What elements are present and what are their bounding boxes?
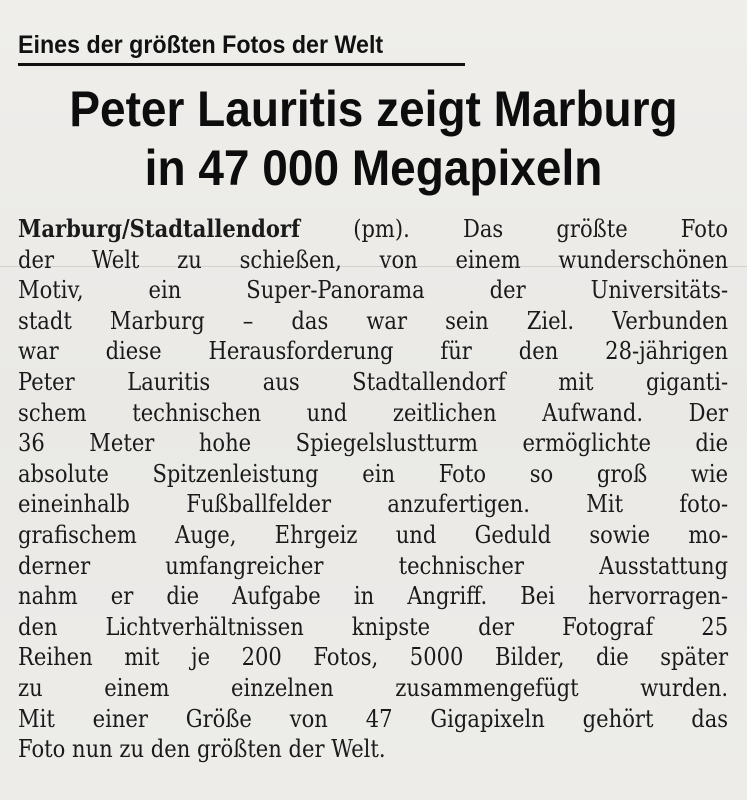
body-line: nahm er die Aufgabe in Angriff. Bei hervorragen- [18,581,729,611]
body-line: schem technischen und zeitlichen Aufwand. Der [18,397,729,427]
body-line: der Welt zu schießen, von einem wunderschönen [18,244,729,274]
body-line: Foto nun zu den größten der Welt. [18,734,386,764]
body-line: den Lichtverhältnissen knipste der Fotograf 25 [18,611,729,641]
body-line: Reihen mit je 200 Fotos, 5000 Bilder, die später [18,642,729,672]
article-body [18,214,728,765]
body-line: eineinhalb Fußballfelder anzufertigen. Mit foto- [18,489,729,519]
body-line: derner umfangreicher technischer Ausstattung [18,550,729,580]
headline-line-2: in 47 000 Megapixeln [144,140,603,196]
body-line: Marburg/Stadtallendorf (pm). Das größte Foto [18,214,729,243]
body-line: Mit einer Größe von 47 Gigapixeln gehört das [18,703,729,733]
body-line: absolute Spitzenleistung ein Foto so groß wie [18,458,729,488]
kicker-underline [18,63,465,66]
body-line: grafischem Auge, Ehrgeiz und Geduld sowie mo- [18,519,729,549]
article-dateline: Marburg/Stadtallendorf [18,214,301,243]
body-line: stadt Marburg – das war sein Ziel. Verbunden [18,305,729,335]
headline-line-1: Peter Lauritis zeigt Marburg [69,81,678,137]
body-line: war diese Herausforderung für den 28-jährigen [18,336,729,366]
body-line: 36 Meter hohe Spiegelslustturm ermöglichte die [18,428,729,458]
body-line: Motiv, ein Super-Panorama der Universitäts- [18,275,729,305]
body-line: Peter Lauritis aus Stadtallendorf mit giganti- [18,366,729,396]
article-headline [0,80,747,198]
article-kicker: Eines der größten Fotos der Welt [18,31,384,59]
body-line: zu einem einzelnen zusammengefügt wurden. [18,672,729,702]
